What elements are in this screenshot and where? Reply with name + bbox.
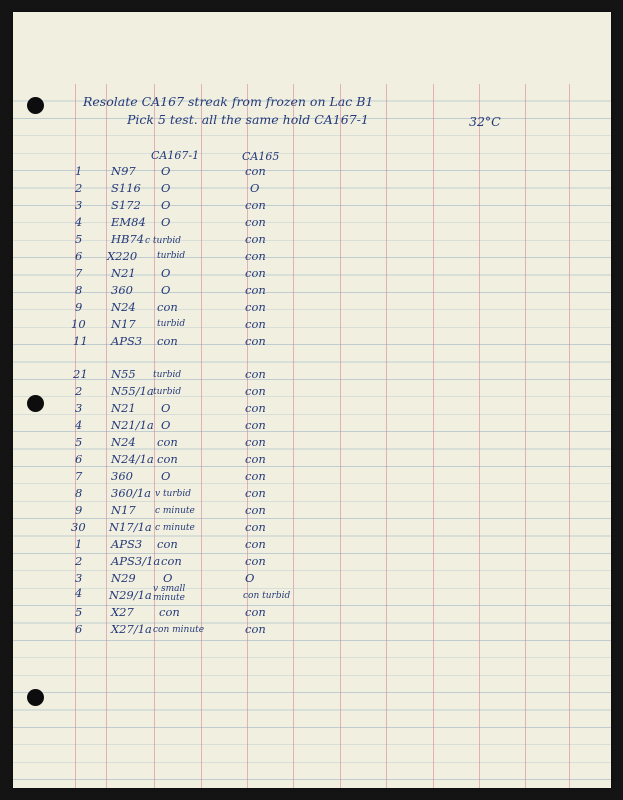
ca165-result: con xyxy=(245,384,266,398)
ca167-1-result: con xyxy=(157,300,178,314)
ca165-result: con xyxy=(245,215,266,229)
ca167-1-result: c minute xyxy=(155,523,195,533)
ca167-1-result: con xyxy=(161,554,182,568)
ca167-1-result: con xyxy=(157,334,178,348)
ca167-1-result: c turbid xyxy=(145,236,182,246)
strain-name: HB74 xyxy=(111,232,145,246)
row-number: 3 xyxy=(75,571,83,585)
ca167-1-result: turbid xyxy=(153,370,182,380)
top-margin xyxy=(13,12,611,84)
ca167-1-result: con xyxy=(157,537,178,551)
ca165-result: con turbid xyxy=(243,591,291,601)
ca167-1-result: O xyxy=(161,266,171,280)
ca167-1-result: turbid xyxy=(157,319,186,329)
strain-name: N55 xyxy=(111,367,136,381)
ca165-result: con xyxy=(245,164,266,178)
strain-name: N29 xyxy=(111,571,136,585)
strain-name: N21 xyxy=(111,266,136,280)
temperature-label: 32°C xyxy=(469,114,501,129)
ca165-result: con xyxy=(245,300,266,314)
ca167-1-result: O xyxy=(161,418,171,432)
strain-name: N17 xyxy=(111,503,136,517)
strain-name: N24 xyxy=(111,300,136,314)
ca165-result: con xyxy=(245,317,266,331)
ca165-result: O xyxy=(245,571,255,585)
ca167-1-result: con xyxy=(159,605,180,619)
ca165-result: con xyxy=(245,367,266,381)
ca165-result: con xyxy=(245,401,266,415)
row-number: 2 xyxy=(75,554,83,568)
row-number: 3 xyxy=(75,198,83,212)
ca167-1-result: O xyxy=(161,283,171,297)
ca165-result: con xyxy=(245,232,266,246)
strain-name: X27 xyxy=(111,605,134,619)
row-number: 8 xyxy=(75,283,83,297)
ca165-result: con xyxy=(245,418,266,432)
strain-name: N97 xyxy=(111,164,136,178)
header-line-2: Pick 5 test. all the same hold CA167-1 xyxy=(127,112,369,127)
strain-name: 360/1a xyxy=(111,486,151,500)
row-number: 6 xyxy=(75,452,83,466)
binder-hole xyxy=(27,395,44,412)
row-number: 4 xyxy=(75,418,83,432)
strain-name: S172 xyxy=(111,198,141,212)
strain-name: APS3/1a xyxy=(111,554,161,568)
row-number: 7 xyxy=(75,266,83,280)
row-number: 2 xyxy=(75,181,83,195)
ca167-1-result: O xyxy=(161,181,171,195)
strain-name: N17/1a xyxy=(109,520,152,534)
ca167-1-result: O xyxy=(161,198,171,212)
strain-name: X220 xyxy=(107,249,138,263)
ca167-1-result: con xyxy=(157,452,178,466)
vertical-rule xyxy=(340,84,341,788)
vertical-rule xyxy=(525,84,526,788)
vertical-rule xyxy=(433,84,434,788)
row-number: 5 xyxy=(75,232,83,246)
ca165-result: con xyxy=(245,469,266,483)
strain-name: EM84 xyxy=(111,215,146,229)
ca167-1-result: v small minute xyxy=(153,584,186,603)
vertical-rule xyxy=(154,84,155,788)
strain-name: 360 xyxy=(111,283,133,297)
row-number: 3 xyxy=(75,401,83,415)
ca167-1-result: turbid xyxy=(157,251,186,261)
row-number: 6 xyxy=(75,249,83,263)
ca165-result: con xyxy=(245,605,266,619)
ca165-result: O xyxy=(250,181,260,195)
row-number: 5 xyxy=(75,435,83,449)
row-number: 7 xyxy=(75,469,83,483)
notebook-page xyxy=(13,12,611,788)
row-number: 8 xyxy=(75,486,83,500)
column-header-ca165: CA165 xyxy=(242,150,280,163)
row-number: 5 xyxy=(75,605,83,619)
strain-name: N21/1a xyxy=(111,418,154,432)
ca165-result: con xyxy=(245,334,266,348)
row-number: 21 xyxy=(73,367,88,381)
ca165-result: con xyxy=(245,503,266,517)
ca167-1-result: O xyxy=(161,215,171,229)
row-number: 2 xyxy=(75,384,83,398)
strain-name: N29/1a xyxy=(109,588,152,602)
ca165-result: con xyxy=(245,554,266,568)
ca165-result: con xyxy=(245,435,266,449)
strain-name: X27/1a xyxy=(111,622,152,636)
strain-name: N24 xyxy=(111,435,136,449)
row-number: 6 xyxy=(75,622,83,636)
ca167-1-result: O xyxy=(161,164,171,178)
vertical-rule xyxy=(386,84,387,788)
row-number: 1 xyxy=(75,537,83,551)
ca165-result: con xyxy=(245,537,266,551)
vertical-rule xyxy=(293,84,294,788)
column-header-ca167-1: CA167-1 xyxy=(151,149,200,162)
strain-name: N21 xyxy=(111,401,136,415)
vertical-rule xyxy=(479,84,480,788)
strain-name: APS3 xyxy=(111,537,143,551)
ca165-result: con xyxy=(245,198,266,212)
strain-name: 360 xyxy=(111,469,133,483)
row-number: 11 xyxy=(73,334,88,348)
ca165-result: con xyxy=(245,266,266,280)
ca165-result: con xyxy=(245,486,266,500)
strain-name: N24/1a xyxy=(111,452,154,466)
ca165-result: con xyxy=(245,452,266,466)
strain-name: S116 xyxy=(111,181,141,195)
vertical-rule xyxy=(201,84,202,788)
ca165-result: con xyxy=(245,283,266,297)
row-number: 9 xyxy=(75,300,83,314)
ca167-1-result: con xyxy=(157,435,178,449)
ca165-result: con xyxy=(245,520,266,534)
row-number: 4 xyxy=(75,215,83,229)
strain-name: N55/1a xyxy=(111,384,154,398)
row-number: 30 xyxy=(71,520,86,534)
strain-name: N17 xyxy=(111,317,136,331)
ca167-1-result: con minute xyxy=(153,625,205,635)
row-number: 1 xyxy=(75,164,83,178)
row-number: 9 xyxy=(75,503,83,517)
binder-hole xyxy=(27,97,44,114)
header-line-1: Resolate CA167 streak from frozen on Lac B1 xyxy=(83,94,374,109)
ca165-result: con xyxy=(245,249,266,263)
ca167-1-result: v turbid xyxy=(155,489,192,499)
binder-hole xyxy=(27,689,44,706)
ca167-1-result: c minute xyxy=(155,506,195,516)
ca167-1-result: turbid xyxy=(153,387,182,397)
row-number: 4 xyxy=(75,586,83,600)
ca167-1-result: O xyxy=(161,469,171,483)
vertical-rule xyxy=(569,84,570,788)
ca165-result: con xyxy=(245,622,266,636)
vertical-rule xyxy=(106,84,107,788)
ca167-1-result: O xyxy=(161,401,171,415)
ca167-1-result: O xyxy=(163,571,173,585)
strain-name: APS3 xyxy=(111,334,143,348)
row-number: 10 xyxy=(71,317,86,331)
